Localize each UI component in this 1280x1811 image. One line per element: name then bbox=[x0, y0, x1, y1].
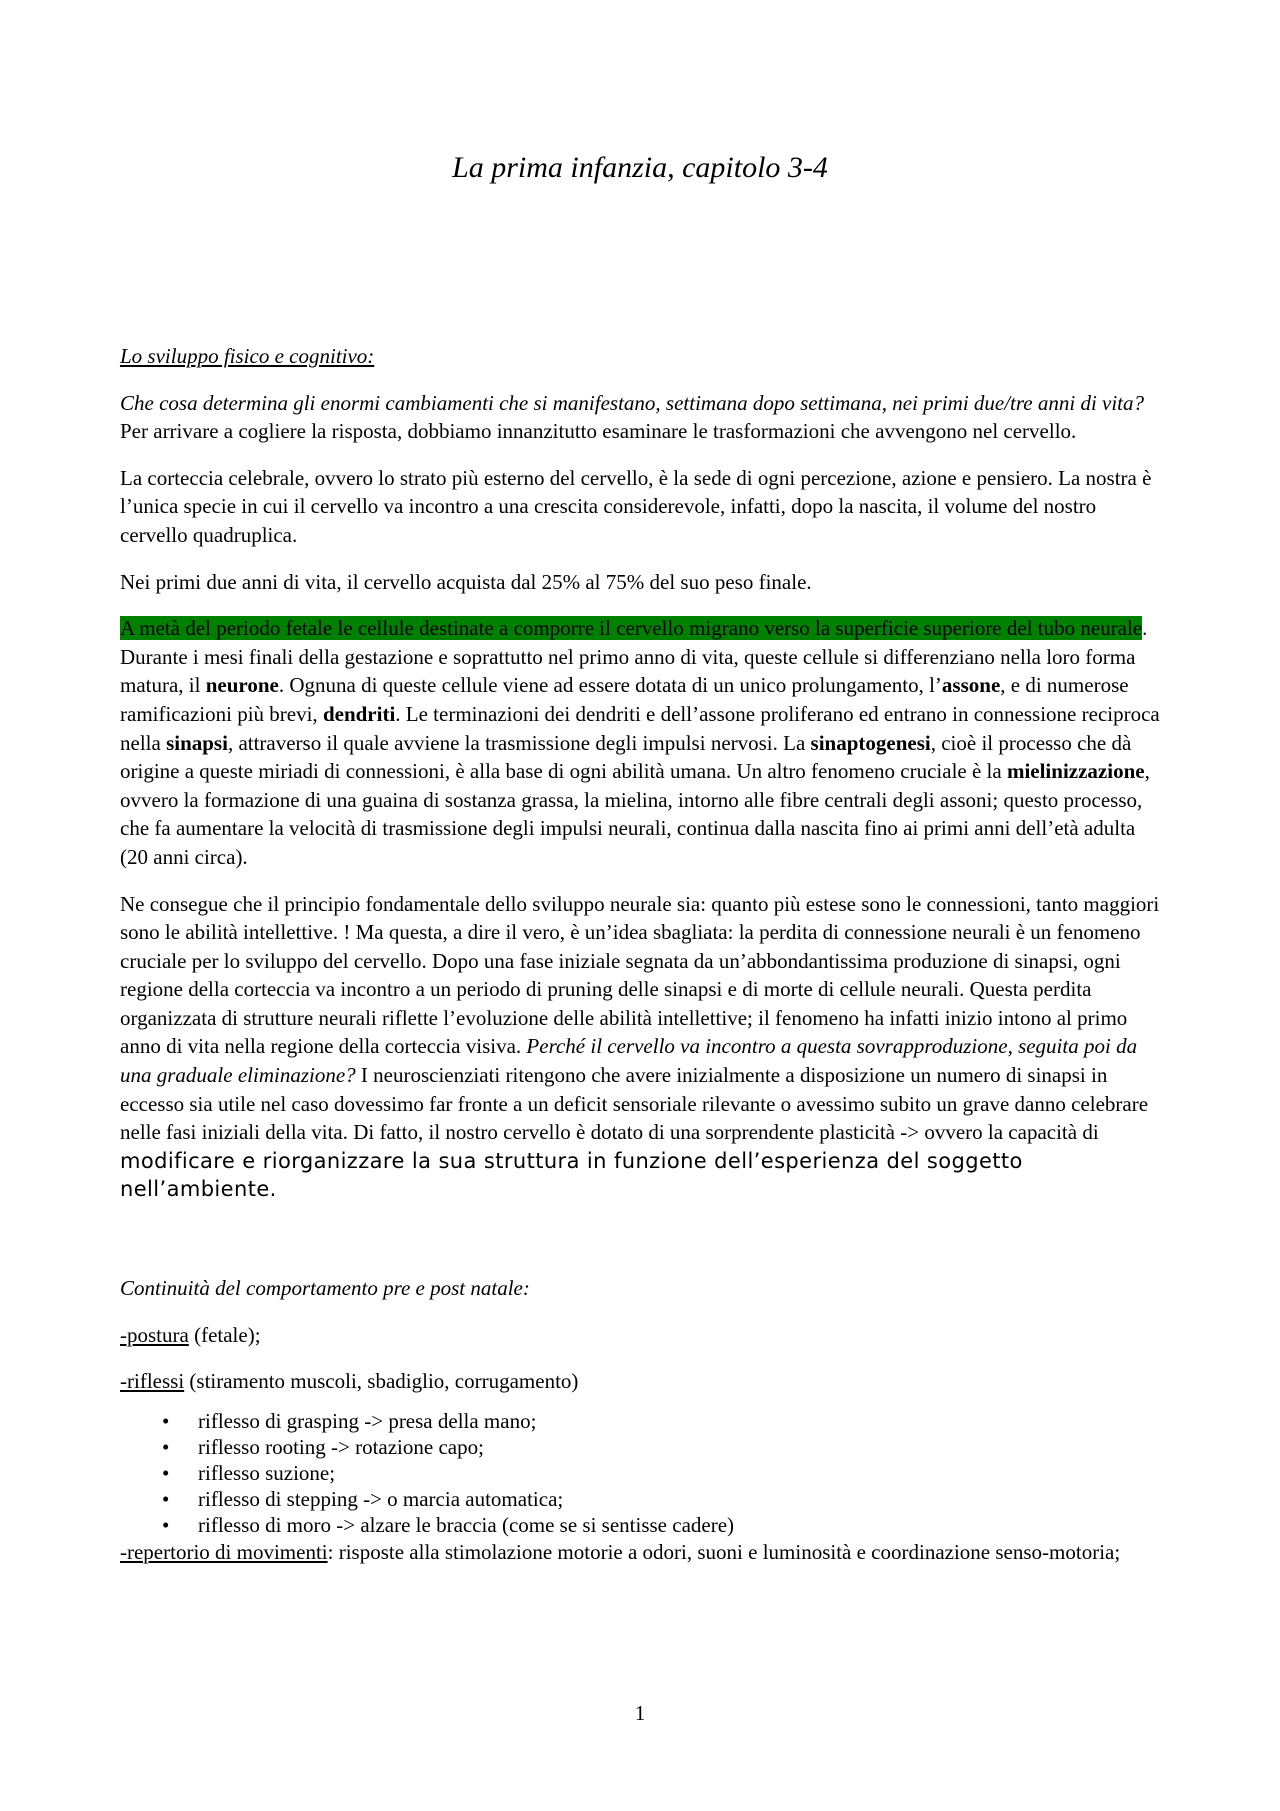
postura-text: (fetale); bbox=[188, 1322, 261, 1347]
list-item bbox=[120, 1486, 1168, 1512]
bullet-icon: • bbox=[162, 1408, 170, 1433]
term-sinaptogenesi: sinaptogenesi bbox=[810, 730, 931, 755]
bullet-icon: • bbox=[162, 1512, 170, 1537]
repertorio-text: : risposte alla stimolazione motorie a odori, suoni e luminosità e coordinazione senso-motoria; bbox=[327, 1539, 1121, 1564]
postura-label: -postura bbox=[120, 1322, 189, 1347]
section-heading-text: Lo sviluppo fisico e cognitivo: bbox=[120, 344, 375, 368]
riflessi-text: (stiramento muscoli, sbadiglio, corrugamento) bbox=[184, 1369, 579, 1394]
section-heading-physical-cognitive bbox=[120, 342, 1168, 371]
text-run: , ovvero la formazione di una guaina di sostanza grassa, la mielina, intorno alle fibre centrali degli assoni; questo processo, che fa aumentare la velocità di trasmissione degli impulsi neurali, continua dalla nascita fino ai primi anni dell’età adulta (20 anni circa). bbox=[120, 759, 1150, 869]
item-riflessi bbox=[120, 1367, 1168, 1396]
item-postura bbox=[120, 1321, 1168, 1350]
highlighted-text: A metà del periodo fetale le cellule destinate a comporre il cervello migrano verso la superficie superiore del tubo neurale bbox=[120, 616, 1143, 641]
paragraph-neurons bbox=[120, 614, 1168, 871]
term-mielinizzazione: mielinizzazione bbox=[1006, 759, 1145, 784]
term-sinapsi: sinapsi bbox=[166, 730, 228, 755]
text-run: . Le terminazioni dei dendriti e dell’assone proliferano ed entrano in connessione reciproca nella bbox=[120, 701, 1160, 755]
term-assone: assone bbox=[941, 673, 1001, 698]
text-run: . Durante i mesi finali della gestazione e soprattutto nel primo anno di vita, queste cellule si differenziano nella loro forma matura, il bbox=[120, 616, 1148, 698]
list-item-text: riflesso suzione; bbox=[198, 1460, 336, 1485]
text-run: , attraverso il quale avviene la trasmissione degli impulsi nervosi. La bbox=[227, 730, 811, 755]
list-item-text: riflesso di grasping -> presa della mano; bbox=[198, 1408, 537, 1433]
paragraph-cortex: La corteccia celebrale, ovvero lo strato più esterno del cervello, è la sede di ogni percezione, azione e pensiero. La nostra è l’unica specie in cui il cervello va incontro a una crescita considerevole, infatti, dopo la nascita, il volume del nostro cervello quadruplica. bbox=[120, 465, 1152, 547]
riflessi-label: -riflessi bbox=[120, 1369, 185, 1394]
bullet-icon: • bbox=[162, 1434, 170, 1459]
list-item-text: riflesso di stepping -> o marcia automatica; bbox=[198, 1486, 564, 1511]
intro-text: Per arrivare a cogliere la risposta, dobbiamo innanzitutto esaminare le trasformazioni che avvengono nel cervello. bbox=[120, 419, 1077, 444]
term-dendriti: dendriti bbox=[322, 701, 396, 726]
paragraph-brain-weight: Nei primi due anni di vita, il cervello acquista dal 25% al 75% del suo peso finale. bbox=[120, 569, 812, 594]
plasticity-definition: modificare e riorganizzare la sua struttura in funzione dell’esperienza del soggetto nell’ambiente. bbox=[120, 1148, 1023, 1202]
document-body bbox=[120, 342, 1168, 1584]
section-heading-text: Continuità del comportamento pre e post natale: bbox=[120, 1276, 530, 1301]
bullet-icon: • bbox=[162, 1486, 170, 1511]
item-repertorio bbox=[120, 1538, 1168, 1567]
intro-question: Che cosa determina gli enormi cambiamenti che si manifestano, settimana dopo settimana, nei primi due/tre anni di vita? bbox=[120, 390, 1145, 415]
list-item bbox=[120, 1512, 1168, 1538]
text-run: I neuroscienziati ritengono che avere inizialmente a disposizione un numero di sinapsi in eccesso sia utile nel caso dovessimo far fronte a un deficit sensoriale rilevante o avessimo subito un grave danno celebrare nelle fasi iniziali della vita. Di fatto, il nostro cervello è dotato di una sorprendente plasticità -> ovvero la capacità di bbox=[120, 1063, 1149, 1145]
page-number: 1 bbox=[634, 1701, 646, 1725]
text-run: . Ognuna di queste cellule viene ad essere dotata di un unico prolungamento, l’ bbox=[278, 673, 942, 698]
text-run: Ne consegue che il principio fondamentale dello sviluppo neurale sia: quanto più estese sono le connessioni, tanto maggiori sono le abilità intellettive. ! Ma questa, a dire il vero, è un’idea sbagliata: la perdita di connessione neurali è un fenomeno cruciale per lo sviluppo del cervello. Dopo una fase iniziale segnata da un’abbondantissima produzione di sinapsi, ogni regione della corteccia va incontro a un periodo di pruning delle sinapsi e di morte di cellule neurali. Questa perdita organizzata di strutture neurali riflette l’evoluzione delle abilità intellettive; il fenomeno ha infatti inizio intono al primo anno di vita nella regione della corteccia visiva. bbox=[120, 891, 1160, 1059]
list-item-text: riflesso rooting -> rotazione capo; bbox=[198, 1434, 484, 1459]
reflex-list bbox=[120, 1408, 1168, 1538]
repertorio-label: -repertorio di movimenti bbox=[120, 1539, 328, 1564]
list-item bbox=[120, 1408, 1168, 1434]
paragraph-intro bbox=[120, 389, 1168, 446]
paragraph-pruning bbox=[120, 890, 1168, 1205]
list-item bbox=[120, 1460, 1168, 1486]
text-run: , e di numerose ramificazioni più brevi, bbox=[120, 673, 1129, 726]
pruning-question: Perché il cervello va incontro a questa sovrapproduzione, seguita poi da una graduale eliminazione? bbox=[120, 1034, 1138, 1088]
list-item bbox=[120, 1434, 1168, 1460]
section-heading-continuity bbox=[120, 1274, 1168, 1303]
document-title: La prima infanzia, capitolo 3-4 bbox=[452, 151, 828, 184]
term-neurone: neurone bbox=[205, 673, 279, 698]
text-run: , cioè il processo che dà origine a queste miriadi di connessioni, è alla base di ogni abilità umana. Un altro fenomeno cruciale è la bbox=[120, 730, 1132, 784]
bullet-icon: • bbox=[162, 1460, 170, 1485]
list-item-text: riflesso di moro -> alzare le braccia (come se si sentisse cadere) bbox=[198, 1512, 735, 1537]
